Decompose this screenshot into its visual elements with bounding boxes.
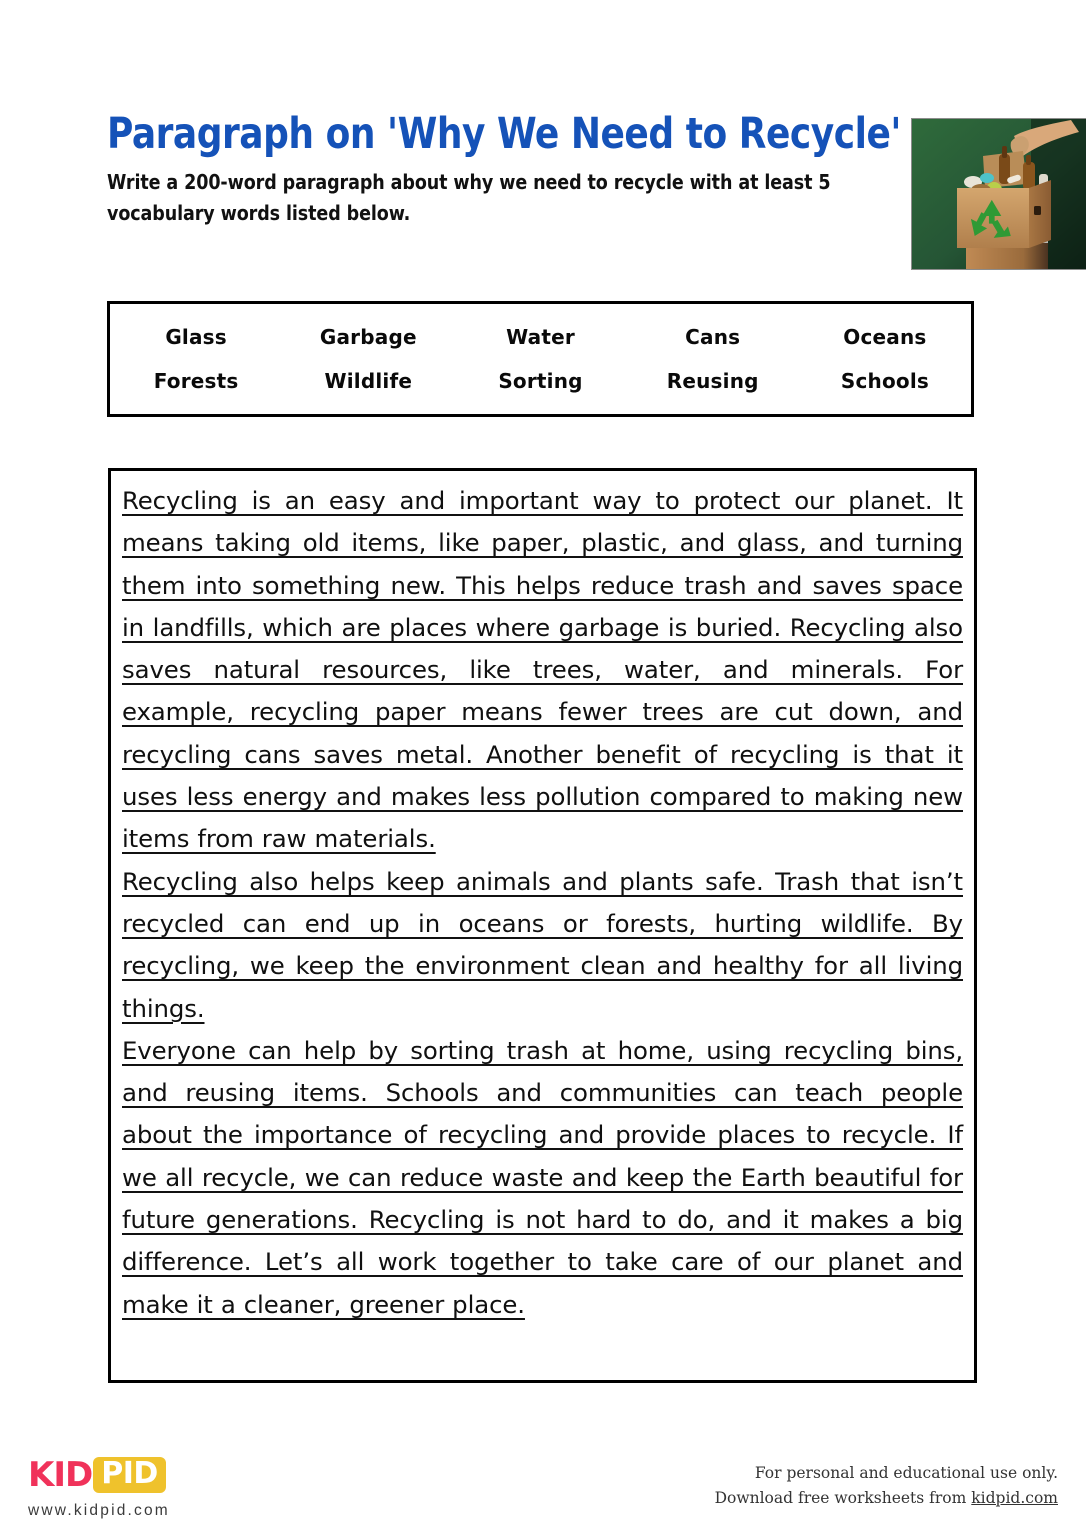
logo-website-url: www.kidpid.com: [28, 1502, 170, 1519]
vocabulary-word: Cans: [685, 325, 741, 349]
answer-text-area[interactable]: [108, 468, 977, 1383]
worksheet-header: [107, 109, 907, 229]
vocabulary-word: Sorting: [498, 369, 583, 393]
footer-usage-note: [638, 1461, 1058, 1511]
page-title: Paragraph on 'Why We Need to Recycle': [107, 109, 901, 159]
logo-kid-text: KID: [28, 1455, 93, 1495]
answer-paragraph: Everyone can help by sorting trash at home, using recycling bins, and reusing items. Schools and communities can teach people about the importance of recycling and provide places to recycle. If we all recycle, we can reduce waste and keep the Earth beautiful for future generations. Recycling is not hard to do, and it makes a big difference. Let’s all work together to take care of our planet and make it a cleaner, greener place.: [122, 1035, 963, 1319]
vocabulary-word: Oceans: [843, 325, 927, 349]
worksheet-instructions: Write a 200-word paragraph about why we need to recycle with at least 5 vocabulary words listed below.: [107, 169, 831, 225]
logo-mark: [28, 1455, 288, 1495]
vocabulary-word: Glass: [165, 325, 227, 349]
recycling-box-photo: [911, 118, 1086, 270]
footer-note-prefix: Download free worksheets from: [714, 1489, 972, 1508]
vocabulary-word: Garbage: [319, 325, 417, 349]
kidpid-logo[interactable]: [28, 1455, 288, 1520]
vocabulary-row: [110, 325, 971, 349]
vocabulary-word: Wildlife: [324, 369, 413, 393]
vocabulary-word: Reusing: [666, 369, 759, 393]
footer-note-line-1: For personal and educational use only.: [754, 1464, 1058, 1482]
recycling-box-illustration: [911, 118, 1086, 270]
logo-pid-badge: PID: [93, 1457, 166, 1493]
answer-paragraph: Recycling is an easy and important way to protect our planet. It means taking old items, like paper, plastic, and glass, and turning them into something new. This helps reduce trash and saves space in landfills, which are places where garbage is buried. Recycling also saves natural resources, like trees, water, and minerals. For example, recycling paper means fewer trees are cut down, and recycling cans saves metal. Another benefit of recycling is that it uses less energy and makes less pollution compared to making new items from raw materials.: [122, 486, 963, 854]
vocabulary-word-bank: [107, 301, 974, 417]
footer-note-line-2: [638, 1486, 1058, 1511]
answer-paragraph: Recycling also helps keep animals and plants safe. Trash that isn’t recycled can end up in oceans or forests, hurting wildlife. By recycling, we keep the environment clean and healthy for all living things.: [122, 866, 963, 1023]
vocabulary-word: Schools: [840, 369, 929, 393]
kidpid-link[interactable]: kidpid.com: [971, 1489, 1058, 1508]
vocabulary-row: [110, 369, 971, 393]
vocabulary-word: Forests: [153, 369, 239, 393]
vocabulary-word: Water: [506, 325, 575, 349]
